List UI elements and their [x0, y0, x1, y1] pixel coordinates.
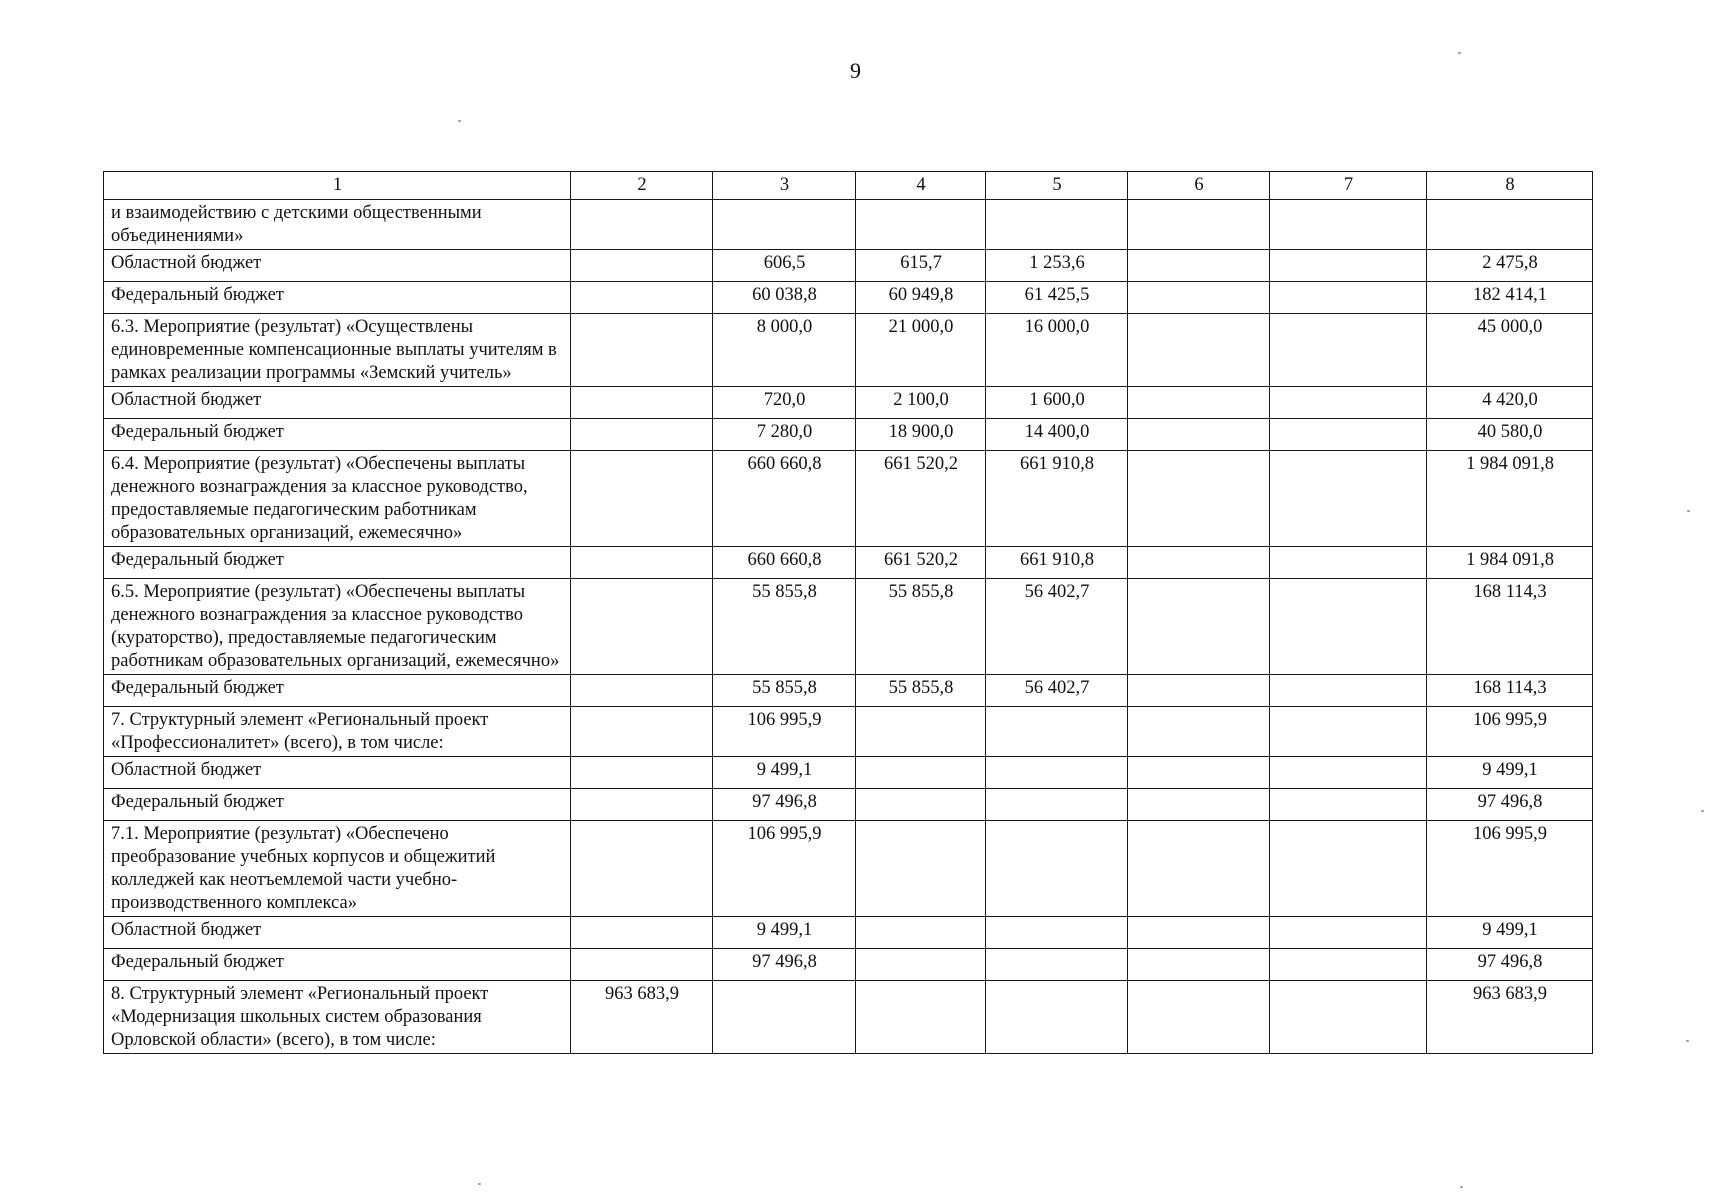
value-cell-col6	[1128, 387, 1270, 419]
value-cell-col4: 60 949,8	[856, 282, 986, 314]
page-number: 9	[850, 58, 861, 83]
value-cell-col6	[1128, 314, 1270, 387]
budget-source-row	[104, 282, 1593, 314]
value-cell-col5: 1 600,0	[986, 387, 1128, 419]
value-cell-col3: 660 660,8	[713, 451, 856, 547]
budget-source-row	[104, 917, 1593, 949]
budget-source-label: Федеральный бюджет	[104, 789, 571, 821]
value-cell-col4	[856, 757, 986, 789]
value-cell-col3: 9 499,1	[713, 757, 856, 789]
scan-speck	[1701, 810, 1704, 812]
column-header: 8	[1427, 172, 1593, 200]
value-cell-col8: 97 496,8	[1427, 949, 1593, 981]
budget-source-label: Федеральный бюджет	[104, 419, 571, 451]
value-cell-col2	[571, 949, 713, 981]
program-item-row	[104, 200, 1593, 250]
scan-speck	[1687, 510, 1690, 512]
value-cell-col6	[1128, 547, 1270, 579]
value-cell-col7	[1270, 789, 1427, 821]
value-cell-col7	[1270, 314, 1427, 387]
value-cell-col7	[1270, 579, 1427, 675]
value-cell-col8: 182 414,1	[1427, 282, 1593, 314]
item-description: и взаимодействию с детскими общественными объединениями»	[104, 200, 571, 250]
item-description: 8. Структурный элемент «Региональный проект «Модернизация школьных систем образования Орловской области» (всего), в том числе:	[104, 981, 571, 1054]
value-cell-col7	[1270, 707, 1427, 757]
scan-speck	[1458, 52, 1461, 54]
item-description: 7.1. Мероприятие (результат) «Обеспечено преобразование учебных корпусов и общежитий колледжей как неотъемлемой части учебно-производственного комплекса»	[104, 821, 571, 917]
program-item-row	[104, 981, 1593, 1054]
value-cell-col2	[571, 821, 713, 917]
budget-source-label: Федеральный бюджет	[104, 949, 571, 981]
value-cell-col2	[571, 579, 713, 675]
value-cell-col2	[571, 917, 713, 949]
value-cell-col2	[571, 200, 713, 250]
budget-source-row	[104, 675, 1593, 707]
program-item-row	[104, 579, 1593, 675]
budget-source-label: Областной бюджет	[104, 250, 571, 282]
budget-source-row	[104, 250, 1593, 282]
value-cell-col5	[986, 757, 1128, 789]
value-cell-col2	[571, 789, 713, 821]
value-cell-col8: 1 984 091,8	[1427, 547, 1593, 579]
budget-source-row	[104, 757, 1593, 789]
column-header: 4	[856, 172, 986, 200]
header-row	[104, 172, 1593, 200]
program-item-row	[104, 314, 1593, 387]
value-cell-col3: 97 496,8	[713, 949, 856, 981]
value-cell-col3	[713, 200, 856, 250]
value-cell-col7	[1270, 757, 1427, 789]
value-cell-col5: 56 402,7	[986, 579, 1128, 675]
value-cell-col3: 106 995,9	[713, 707, 856, 757]
value-cell-col7	[1270, 282, 1427, 314]
value-cell-col3	[713, 981, 856, 1054]
value-cell-col7	[1270, 419, 1427, 451]
budget-source-row	[104, 387, 1593, 419]
program-item-row	[104, 707, 1593, 757]
budget-source-label: Федеральный бюджет	[104, 675, 571, 707]
value-cell-col4	[856, 200, 986, 250]
value-cell-col2	[571, 451, 713, 547]
value-cell-col4: 55 855,8	[856, 675, 986, 707]
value-cell-col8: 97 496,8	[1427, 789, 1593, 821]
value-cell-col8: 106 995,9	[1427, 707, 1593, 757]
value-cell-col6	[1128, 789, 1270, 821]
value-cell-col5: 16 000,0	[986, 314, 1128, 387]
value-cell-col6	[1128, 200, 1270, 250]
value-cell-col2	[571, 675, 713, 707]
item-description: 6.4. Мероприятие (результат) «Обеспечены выплаты денежного вознаграждения за классное руководство, предоставляемые педагогическим работникам образовательных организаций, ежемесячно»	[104, 451, 571, 547]
item-description: 6.3. Мероприятие (результат) «Осуществлены единовременные компенсационные выплаты учителям в рамках реализации программы «Земский учитель»	[104, 314, 571, 387]
scan-speck	[1460, 1186, 1463, 1188]
value-cell-col2	[571, 314, 713, 387]
value-cell-col5	[986, 789, 1128, 821]
value-cell-col3: 7 280,0	[713, 419, 856, 451]
value-cell-col3: 55 855,8	[713, 675, 856, 707]
value-cell-col4	[856, 789, 986, 821]
item-description: 7. Структурный элемент «Региональный проект «Профессионалитет» (всего), в том числе:	[104, 707, 571, 757]
budget-source-label: Федеральный бюджет	[104, 282, 571, 314]
value-cell-col3: 55 855,8	[713, 579, 856, 675]
value-cell-col3: 106 995,9	[713, 821, 856, 917]
value-cell-col8: 168 114,3	[1427, 579, 1593, 675]
column-header: 3	[713, 172, 856, 200]
budget-table-container	[103, 171, 1592, 1054]
budget-source-row	[104, 419, 1593, 451]
value-cell-col7	[1270, 387, 1427, 419]
value-cell-col3: 606,5	[713, 250, 856, 282]
value-cell-col2	[571, 419, 713, 451]
value-cell-col5: 56 402,7	[986, 675, 1128, 707]
value-cell-col5: 61 425,5	[986, 282, 1128, 314]
value-cell-col8: 9 499,1	[1427, 757, 1593, 789]
value-cell-col2: 963 683,9	[571, 981, 713, 1054]
column-header: 7	[1270, 172, 1427, 200]
value-cell-col7	[1270, 451, 1427, 547]
column-header: 6	[1128, 172, 1270, 200]
value-cell-col4: 18 900,0	[856, 419, 986, 451]
value-cell-col6	[1128, 981, 1270, 1054]
value-cell-col6	[1128, 451, 1270, 547]
budget-source-label: Областной бюджет	[104, 917, 571, 949]
value-cell-col6	[1128, 821, 1270, 917]
value-cell-col8: 45 000,0	[1427, 314, 1593, 387]
value-cell-col5: 14 400,0	[986, 419, 1128, 451]
value-cell-col8: 106 995,9	[1427, 821, 1593, 917]
value-cell-col4	[856, 949, 986, 981]
budget-source-row	[104, 949, 1593, 981]
value-cell-col3: 8 000,0	[713, 314, 856, 387]
value-cell-col8: 168 114,3	[1427, 675, 1593, 707]
value-cell-col3: 660 660,8	[713, 547, 856, 579]
value-cell-col7	[1270, 917, 1427, 949]
value-cell-col8: 2 475,8	[1427, 250, 1593, 282]
budget-source-label: Областной бюджет	[104, 387, 571, 419]
value-cell-col2	[571, 547, 713, 579]
value-cell-col4	[856, 917, 986, 949]
value-cell-col6	[1128, 419, 1270, 451]
value-cell-col8: 1 984 091,8	[1427, 451, 1593, 547]
value-cell-col5	[986, 821, 1128, 917]
value-cell-col8: 4 420,0	[1427, 387, 1593, 419]
value-cell-col5	[986, 949, 1128, 981]
value-cell-col7	[1270, 981, 1427, 1054]
value-cell-col4	[856, 981, 986, 1054]
value-cell-col3: 97 496,8	[713, 789, 856, 821]
value-cell-col6	[1128, 675, 1270, 707]
value-cell-col8: 40 580,0	[1427, 419, 1593, 451]
program-item-row	[104, 821, 1593, 917]
value-cell-col7	[1270, 200, 1427, 250]
value-cell-col2	[571, 707, 713, 757]
value-cell-col8: 963 683,9	[1427, 981, 1593, 1054]
value-cell-col6	[1128, 282, 1270, 314]
value-cell-col5	[986, 200, 1128, 250]
value-cell-col7	[1270, 821, 1427, 917]
value-cell-col5: 661 910,8	[986, 547, 1128, 579]
value-cell-col4: 55 855,8	[856, 579, 986, 675]
value-cell-col4: 615,7	[856, 250, 986, 282]
value-cell-col5: 661 910,8	[986, 451, 1128, 547]
value-cell-col3: 60 038,8	[713, 282, 856, 314]
value-cell-col2	[571, 250, 713, 282]
item-description: 6.5. Мероприятие (результат) «Обеспечены выплаты денежного вознаграждения за классное руководство (кураторство), предоставляемые педагогическим работникам образовательных организаций, ежемесячно»	[104, 579, 571, 675]
value-cell-col2	[571, 757, 713, 789]
value-cell-col2	[571, 282, 713, 314]
value-cell-col4: 2 100,0	[856, 387, 986, 419]
value-cell-col5	[986, 707, 1128, 757]
value-cell-col7	[1270, 675, 1427, 707]
value-cell-col7	[1270, 250, 1427, 282]
value-cell-col5	[986, 917, 1128, 949]
value-cell-col7	[1270, 547, 1427, 579]
value-cell-col6	[1128, 949, 1270, 981]
scan-speck	[458, 120, 461, 122]
budget-table	[103, 171, 1593, 1054]
program-item-row	[104, 451, 1593, 547]
value-cell-col3: 9 499,1	[713, 917, 856, 949]
budget-source-row	[104, 789, 1593, 821]
value-cell-col6	[1128, 757, 1270, 789]
value-cell-col8: 9 499,1	[1427, 917, 1593, 949]
value-cell-col8	[1427, 200, 1593, 250]
value-cell-col6	[1128, 917, 1270, 949]
value-cell-col6	[1128, 707, 1270, 757]
value-cell-col2	[571, 387, 713, 419]
budget-source-label: Федеральный бюджет	[104, 547, 571, 579]
value-cell-col3: 720,0	[713, 387, 856, 419]
value-cell-col7	[1270, 949, 1427, 981]
value-cell-col4: 661 520,2	[856, 451, 986, 547]
value-cell-col5: 1 253,6	[986, 250, 1128, 282]
column-header: 1	[104, 172, 571, 200]
scan-speck	[1686, 1040, 1689, 1042]
value-cell-col6	[1128, 579, 1270, 675]
value-cell-col5	[986, 981, 1128, 1054]
value-cell-col6	[1128, 250, 1270, 282]
column-header: 5	[986, 172, 1128, 200]
value-cell-col4	[856, 707, 986, 757]
budget-source-label: Областной бюджет	[104, 757, 571, 789]
budget-source-row	[104, 547, 1593, 579]
value-cell-col4: 21 000,0	[856, 314, 986, 387]
scan-speck	[478, 1183, 481, 1185]
value-cell-col4	[856, 821, 986, 917]
column-header: 2	[571, 172, 713, 200]
value-cell-col4: 661 520,2	[856, 547, 986, 579]
